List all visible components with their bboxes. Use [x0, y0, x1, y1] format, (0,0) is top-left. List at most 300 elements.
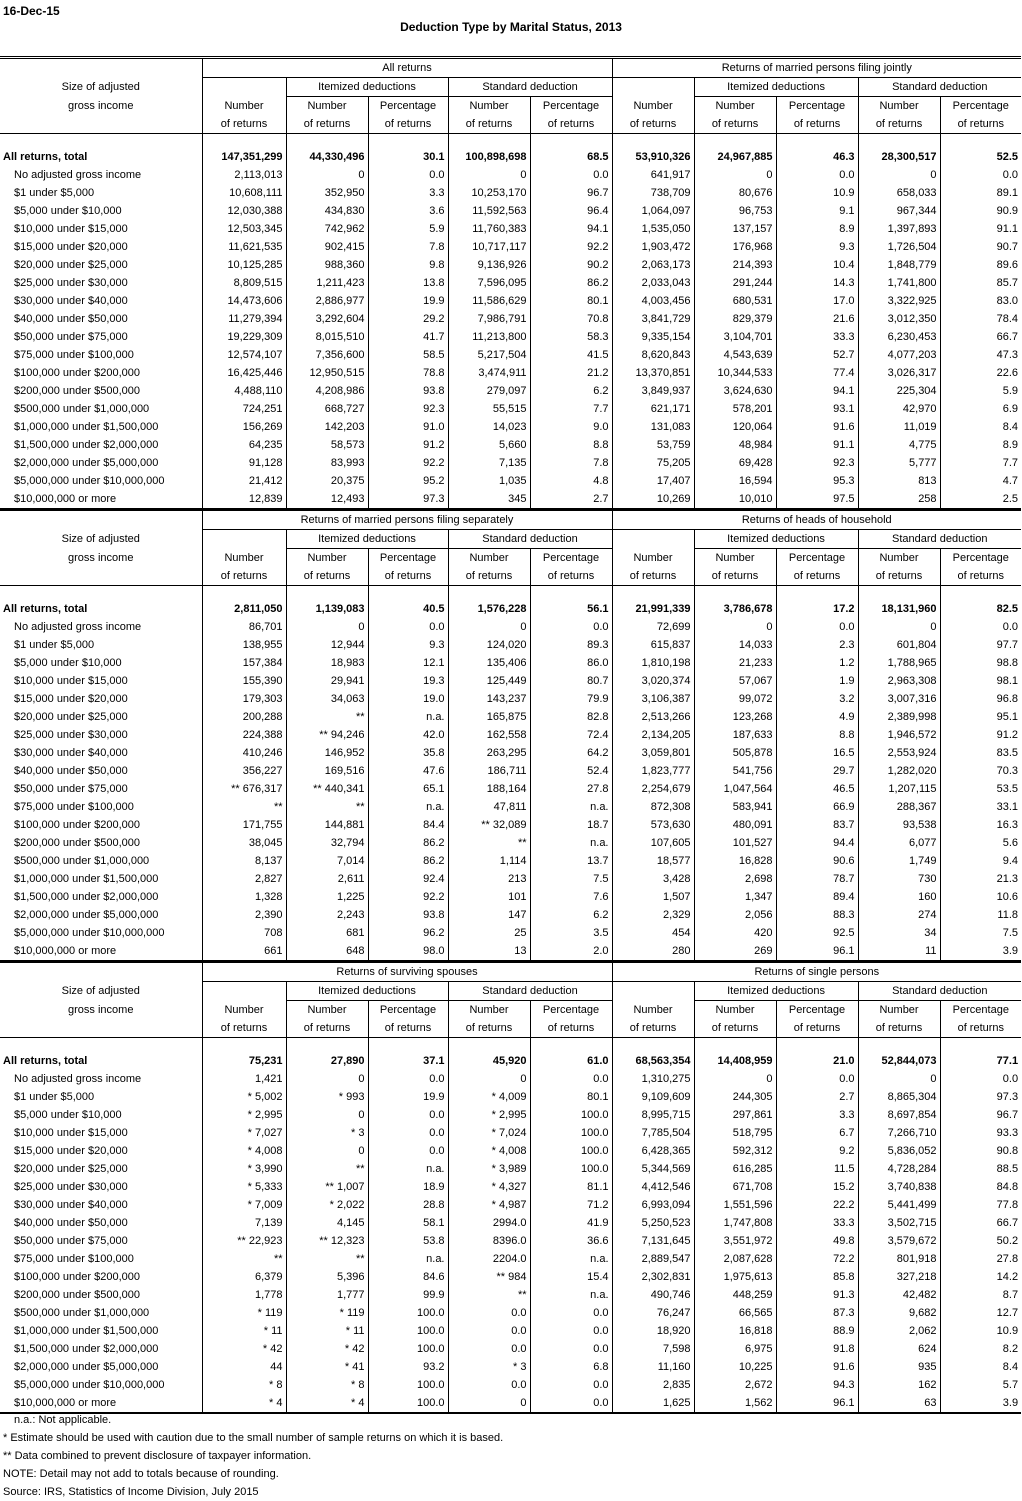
cell-value: 4.9	[776, 708, 858, 726]
cell-value: 0	[286, 618, 368, 636]
cell-value: 7.7	[530, 400, 612, 418]
table-row	[0, 870, 1021, 888]
cell-value: 10,269	[612, 490, 694, 509]
cell-value: 90.8	[940, 1142, 1021, 1160]
col-header-number: Number	[694, 1001, 776, 1020]
cell-value: 58.5	[368, 346, 448, 364]
table-row	[0, 436, 1021, 454]
cell-value: 17.0	[776, 292, 858, 310]
cell-value: ** 440,341	[286, 780, 368, 798]
cell-value: 5,217,504	[448, 346, 530, 364]
cell-value: 1,282,020	[858, 762, 940, 780]
cell-value: 0.0	[940, 1070, 1021, 1088]
size-header-line1: Size of adjusted	[61, 533, 140, 545]
cell-value: 7.5	[530, 870, 612, 888]
cell-value: * 5,002	[202, 1088, 286, 1106]
table-row	[0, 708, 1021, 726]
cell-value: **	[286, 1250, 368, 1268]
cell-value: 813	[858, 472, 940, 490]
cell-value: 171,755	[202, 816, 286, 834]
row-label: $20,000 under $25,000	[14, 259, 128, 271]
cell-value: 56.1	[530, 600, 612, 618]
cell-value: * 119	[286, 1304, 368, 1322]
cell-value: 7.8	[530, 454, 612, 472]
col-header-of-returns: of returns	[694, 115, 776, 134]
cell-value: 0	[286, 1142, 368, 1160]
cell-value: n.a.	[368, 708, 448, 726]
cell-value: 356,227	[202, 762, 286, 780]
cell-value: 1,777	[286, 1286, 368, 1304]
cell-value: 935	[858, 1358, 940, 1376]
cell-value: 9.3	[368, 636, 448, 654]
cell-value: * 42	[286, 1340, 368, 1358]
cell-value: 14,023	[448, 418, 530, 436]
cell-value: 1,975,613	[694, 1268, 776, 1286]
cell-value: 2,087,628	[694, 1250, 776, 1268]
cell-value: 7,598	[612, 1340, 694, 1358]
cell-value: 2,835	[612, 1376, 694, 1394]
cell-value: 2,033,043	[612, 274, 694, 292]
col-header-of-returns: of returns	[368, 1019, 448, 1038]
cell-value: 47,811	[448, 798, 530, 816]
cell-value: 2,886,977	[286, 292, 368, 310]
cell-value: 4,543,639	[694, 346, 776, 364]
footnotes	[3, 1411, 503, 1501]
standard-header: Standard deduction	[858, 530, 1021, 549]
cell-value: 11,621,535	[202, 238, 286, 256]
cell-value: 1,507	[612, 888, 694, 906]
cell-value: 297,861	[694, 1106, 776, 1124]
cell-value: 668,727	[286, 400, 368, 418]
cell-value: 21,233	[694, 654, 776, 672]
cell-value: 15.2	[776, 1178, 858, 1196]
cell-value: 8,697,854	[858, 1106, 940, 1124]
cell-value: 19.9	[368, 292, 448, 310]
cell-value: 0.0	[368, 1070, 448, 1088]
table-row	[0, 310, 1021, 328]
cell-value: 3,104,701	[694, 328, 776, 346]
cell-value: 86.2	[530, 274, 612, 292]
row-label: $500,000 under $1,000,000	[14, 1307, 150, 1319]
cell-value: 92.2	[368, 454, 448, 472]
cell-value: 724,251	[202, 400, 286, 418]
row-label: $5,000 under $10,000	[14, 205, 122, 217]
col-header-of-returns: of returns	[694, 1019, 776, 1038]
cell-value: 89.4	[776, 888, 858, 906]
cell-value: 9.3	[776, 238, 858, 256]
col-header-of-returns: of returns	[612, 115, 694, 134]
cell-value: 5,396	[286, 1268, 368, 1286]
cell-value: * 3	[286, 1124, 368, 1142]
cell-value: 55,515	[448, 400, 530, 418]
cell-value: 1,747,808	[694, 1214, 776, 1232]
cell-value: 5.9	[368, 220, 448, 238]
cell-value: 7,135	[448, 454, 530, 472]
cell-value: 541,756	[694, 762, 776, 780]
row-label: $10,000 under $15,000	[14, 1127, 128, 1139]
cell-value: 1,114	[448, 852, 530, 870]
cell-value: 17.2	[776, 600, 858, 618]
cell-value: 5,441,499	[858, 1196, 940, 1214]
cell-value: ** 676,317	[202, 780, 286, 798]
cell-value: * 3,989	[448, 1160, 530, 1178]
cell-value: 91.2	[940, 726, 1021, 744]
cell-value: 518,795	[694, 1124, 776, 1142]
cell-value: 16,594	[694, 472, 776, 490]
cell-value: 90.7	[940, 238, 1021, 256]
cell-value: 6,975	[694, 1340, 776, 1358]
cell-value: 21.0	[776, 1052, 858, 1070]
cell-value: 30.1	[368, 148, 448, 166]
row-label: $2,000,000 under $5,000,000	[14, 1361, 159, 1373]
cell-value: 162	[858, 1376, 940, 1394]
col-header-percentage: Percentage	[530, 97, 612, 116]
cell-value: 2,672	[694, 1376, 776, 1394]
cell-value: 0	[286, 166, 368, 184]
cell-value: * 4,008	[202, 1142, 286, 1160]
cell-value: 29.7	[776, 762, 858, 780]
cell-value: **	[202, 798, 286, 816]
cell-value: 280	[612, 942, 694, 961]
cell-value: 0	[448, 166, 530, 184]
cell-value: 263,295	[448, 744, 530, 762]
cell-value: 94.4	[776, 834, 858, 852]
cell-value: 162,558	[448, 726, 530, 744]
cell-value: 92.4	[368, 870, 448, 888]
cell-value: 0	[448, 618, 530, 636]
cell-value: 69,428	[694, 454, 776, 472]
cell-value: * 7,024	[448, 1124, 530, 1142]
cell-value: 7.5	[940, 924, 1021, 942]
cell-value: 4,077,203	[858, 346, 940, 364]
cell-value: ** 1,007	[286, 1178, 368, 1196]
cell-value: 7.8	[368, 238, 448, 256]
report-date: 16-Dec-15	[3, 4, 60, 18]
cell-value: 352,950	[286, 184, 368, 202]
cell-value: 6,993,094	[612, 1196, 694, 1214]
col-header-percentage: Percentage	[776, 549, 858, 568]
table-row	[0, 220, 1021, 238]
cell-value: 1.9	[776, 672, 858, 690]
cell-value: 16,828	[694, 852, 776, 870]
row-label: $1 under $5,000	[14, 187, 95, 199]
cell-value: 36.6	[530, 1232, 612, 1250]
cell-value: 100.0	[368, 1376, 448, 1394]
col-header-number: Number	[286, 97, 368, 116]
table-row	[0, 672, 1021, 690]
cell-value: 5.6	[940, 834, 1021, 852]
cell-value: 85.7	[940, 274, 1021, 292]
cell-value: 21.2	[530, 364, 612, 382]
cell-value: 4,208,986	[286, 382, 368, 400]
col-header-number: Number	[448, 97, 530, 116]
cell-value: ** 22,923	[202, 1232, 286, 1250]
table-row	[0, 472, 1021, 490]
cell-value: 12,944	[286, 636, 368, 654]
cell-value: 3,474,911	[448, 364, 530, 382]
cell-value: 53,910,326	[612, 148, 694, 166]
cell-value: 16.3	[940, 816, 1021, 834]
cell-value: 7,986,791	[448, 310, 530, 328]
cell-value: 11,160	[612, 1358, 694, 1376]
table-row	[0, 1250, 1021, 1268]
cell-value: 12.1	[368, 654, 448, 672]
cell-value: 616,285	[694, 1160, 776, 1178]
cell-value: 52.5	[940, 148, 1021, 166]
cell-value: 6,379	[202, 1268, 286, 1286]
row-label: $5,000 under $10,000	[14, 1109, 122, 1121]
col-header-of-returns: of returns	[286, 567, 368, 586]
row-label: $40,000 under $50,000	[14, 765, 128, 777]
cell-value: 5,660	[448, 436, 530, 454]
cell-value: 6.2	[530, 382, 612, 400]
cell-value: 188,164	[448, 780, 530, 798]
cell-value: 81.1	[530, 1178, 612, 1196]
cell-value: 96.2	[368, 924, 448, 942]
cell-value: 101,527	[694, 834, 776, 852]
cell-value: 1,328	[202, 888, 286, 906]
cell-value: 8.8	[776, 726, 858, 744]
group-header-right: Returns of heads of household	[612, 510, 1021, 530]
row-label: $50,000 under $75,000	[14, 1235, 128, 1247]
cell-value: 88.9	[776, 1322, 858, 1340]
cell-value: 15.4	[530, 1268, 612, 1286]
cell-value: 0	[694, 1070, 776, 1088]
row-label: All returns, total	[3, 1055, 88, 1067]
cell-value: 8,865,304	[858, 1088, 940, 1106]
cell-value: 165,875	[448, 708, 530, 726]
col-header-percentage: Percentage	[776, 97, 858, 116]
cell-value: 100.0	[530, 1160, 612, 1178]
col-header-of-returns: of returns	[286, 115, 368, 134]
cell-value: 80.1	[530, 292, 612, 310]
cell-value: 3,786,678	[694, 600, 776, 618]
cell-value: n.a.	[530, 834, 612, 852]
cell-value: 988,360	[286, 256, 368, 274]
cell-value: 38,045	[202, 834, 286, 852]
cell-value: 578,201	[694, 400, 776, 418]
cell-value: 87.3	[776, 1304, 858, 1322]
cell-value: 3,428	[612, 870, 694, 888]
cell-value: 50.2	[940, 1232, 1021, 1250]
row-label: $15,000 under $20,000	[14, 1145, 128, 1157]
cell-value: 1,823,777	[612, 762, 694, 780]
col-header-of-returns: of returns	[448, 115, 530, 134]
cell-value: 63	[858, 1394, 940, 1413]
row-label: $1,000,000 under $1,500,000	[14, 421, 159, 433]
cell-value: 37.1	[368, 1052, 448, 1070]
standard-header: Standard deduction	[858, 982, 1021, 1001]
cell-value: 97.7	[940, 636, 1021, 654]
cell-value: 28,300,517	[858, 148, 940, 166]
cell-value: 0.0	[368, 166, 448, 184]
cell-value: 95.2	[368, 472, 448, 490]
cell-value: 3.9	[940, 942, 1021, 961]
cell-value: 0.0	[776, 618, 858, 636]
group-header-right: Returns of married persons filing jointly	[612, 58, 1021, 78]
table-row	[0, 1304, 1021, 1322]
cell-value: 1,576,228	[448, 600, 530, 618]
row-label: $200,000 under $500,000	[14, 385, 141, 397]
cell-value: 91.2	[368, 436, 448, 454]
cell-value: * 7,027	[202, 1124, 286, 1142]
cell-value: 738,709	[612, 184, 694, 202]
cell-value: 94.3	[776, 1376, 858, 1394]
cell-value: 0.0	[530, 618, 612, 636]
table-row	[0, 690, 1021, 708]
cell-value: * 8	[286, 1376, 368, 1394]
cell-value: 95.1	[940, 708, 1021, 726]
cell-value: 96.8	[940, 690, 1021, 708]
cell-value: 2,113,013	[202, 166, 286, 184]
cell-value: 86.0	[530, 654, 612, 672]
col-header-of-returns: of returns	[858, 115, 940, 134]
cell-value: 5,836,052	[858, 1142, 940, 1160]
cell-value: 90.2	[530, 256, 612, 274]
table-row	[0, 600, 1021, 618]
cell-value: 2,302,831	[612, 1268, 694, 1286]
col-header-of-returns: of returns	[940, 115, 1021, 134]
row-label: $25,000 under $30,000	[14, 277, 128, 289]
cell-value: 1,139,083	[286, 600, 368, 618]
cell-value: 8.9	[940, 436, 1021, 454]
col-header-of-returns: of returns	[694, 567, 776, 586]
cell-value: 1,946,572	[858, 726, 940, 744]
cell-value: * 4	[202, 1394, 286, 1413]
cell-value: 0.0	[368, 1142, 448, 1160]
cell-value: 157,384	[202, 654, 286, 672]
table-row	[0, 1178, 1021, 1196]
cell-value: 0.0	[448, 1376, 530, 1394]
cell-value: 8,620,843	[612, 346, 694, 364]
cell-value: 96.1	[776, 1394, 858, 1413]
cell-value: 44,330,496	[286, 148, 368, 166]
table-row	[0, 1160, 1021, 1178]
footnote-rounding: NOTE: Detail may not add to totals because of rounding.	[3, 1468, 279, 1480]
cell-value: 85.8	[776, 1268, 858, 1286]
cell-value: * 4,009	[448, 1088, 530, 1106]
cell-value: 16.5	[776, 744, 858, 762]
table-row	[0, 1232, 1021, 1250]
cell-value: 28.8	[368, 1196, 448, 1214]
cell-value: ** 32,089	[448, 816, 530, 834]
cell-value: 2.0	[530, 942, 612, 961]
cell-value: 2,389,998	[858, 708, 940, 726]
table-row	[0, 1268, 1021, 1286]
cell-value: * 3	[448, 1358, 530, 1376]
table-row	[0, 382, 1021, 400]
cell-value: 66.7	[940, 328, 1021, 346]
cell-value: 77.8	[940, 1196, 1021, 1214]
cell-value: 671,708	[694, 1178, 776, 1196]
table-row	[0, 1088, 1021, 1106]
cell-value: 9,682	[858, 1304, 940, 1322]
cell-value: 98.0	[368, 942, 448, 961]
size-header-spacer	[0, 510, 202, 530]
col-header-percentage: Percentage	[368, 1001, 448, 1020]
cell-value: 11.8	[940, 906, 1021, 924]
cell-value: 12,030,388	[202, 202, 286, 220]
cell-value: 3,579,672	[858, 1232, 940, 1250]
cell-value: 57,067	[694, 672, 776, 690]
col-header-of-returns: of returns	[530, 115, 612, 134]
cell-value: 40.5	[368, 600, 448, 618]
cell-value: * 41	[286, 1358, 368, 1376]
cell-value: 82.8	[530, 708, 612, 726]
cell-value: 10,225	[694, 1358, 776, 1376]
cell-value: 100.0	[368, 1304, 448, 1322]
table-row	[0, 274, 1021, 292]
cell-value: 13,370,851	[612, 364, 694, 382]
col-header-of-returns: of returns	[940, 1019, 1021, 1038]
cell-value: 90.9	[940, 202, 1021, 220]
cell-value: 0	[286, 1106, 368, 1124]
cell-value: 68,563,354	[612, 1052, 694, 1070]
col-header-percentage: Percentage	[368, 97, 448, 116]
cell-value: 72.4	[530, 726, 612, 744]
cell-value: 1,562	[694, 1394, 776, 1413]
cell-value: 53.5	[940, 780, 1021, 798]
row-label: $200,000 under $500,000	[14, 837, 141, 849]
cell-value: 11	[858, 942, 940, 961]
cell-value: 86.2	[368, 834, 448, 852]
footnote-source: Source: IRS, Statistics of Income Division, July 2015	[3, 1486, 259, 1498]
cell-value: 1,225	[286, 888, 368, 906]
cell-value: 480,091	[694, 816, 776, 834]
cell-value: 7,266,710	[858, 1124, 940, 1142]
cell-value: 97.3	[940, 1088, 1021, 1106]
cell-value: 601,804	[858, 636, 940, 654]
cell-value: 2,811,050	[202, 600, 286, 618]
cell-value: **	[448, 1286, 530, 1304]
row-label: $5,000 under $10,000	[14, 657, 122, 669]
cell-value: 100.0	[368, 1340, 448, 1358]
cell-value: 9.4	[940, 852, 1021, 870]
cell-value: 79.9	[530, 690, 612, 708]
cell-value: 97.5	[776, 490, 858, 509]
cell-value: 5,777	[858, 454, 940, 472]
footnote-estimate: * Estimate should be used with caution due to the small number of sample returns on which it is based.	[3, 1432, 504, 1444]
cell-value: 52,844,073	[858, 1052, 940, 1070]
cell-value: 29,941	[286, 672, 368, 690]
cell-value: 84.6	[368, 1268, 448, 1286]
cell-value: 967,344	[858, 202, 940, 220]
table-row	[0, 148, 1021, 166]
size-header-line2: gross income	[68, 99, 134, 112]
table-row	[0, 924, 1021, 942]
cell-value: 10,717,117	[448, 238, 530, 256]
cell-value: 94.1	[776, 382, 858, 400]
cell-value: 52.4	[530, 762, 612, 780]
cell-value: 100,898,698	[448, 148, 530, 166]
col-header-number: Number	[202, 97, 286, 116]
table-block-3	[0, 960, 1021, 1414]
table-row	[0, 166, 1021, 184]
cell-value: 72,699	[612, 618, 694, 636]
cell-value: 169,516	[286, 762, 368, 780]
row-label: $10,000 under $15,000	[14, 675, 128, 687]
table-row	[0, 490, 1021, 509]
cell-value: 10,608,111	[202, 184, 286, 202]
cell-value: 47.6	[368, 762, 448, 780]
cell-value: 19.9	[368, 1088, 448, 1106]
cell-value: n.a.	[368, 1250, 448, 1268]
cell-value: 454	[612, 924, 694, 942]
cell-value: 45,920	[448, 1052, 530, 1070]
cell-value: 6,077	[858, 834, 940, 852]
col-header-percentage: Percentage	[530, 1001, 612, 1020]
table-row	[0, 1376, 1021, 1394]
